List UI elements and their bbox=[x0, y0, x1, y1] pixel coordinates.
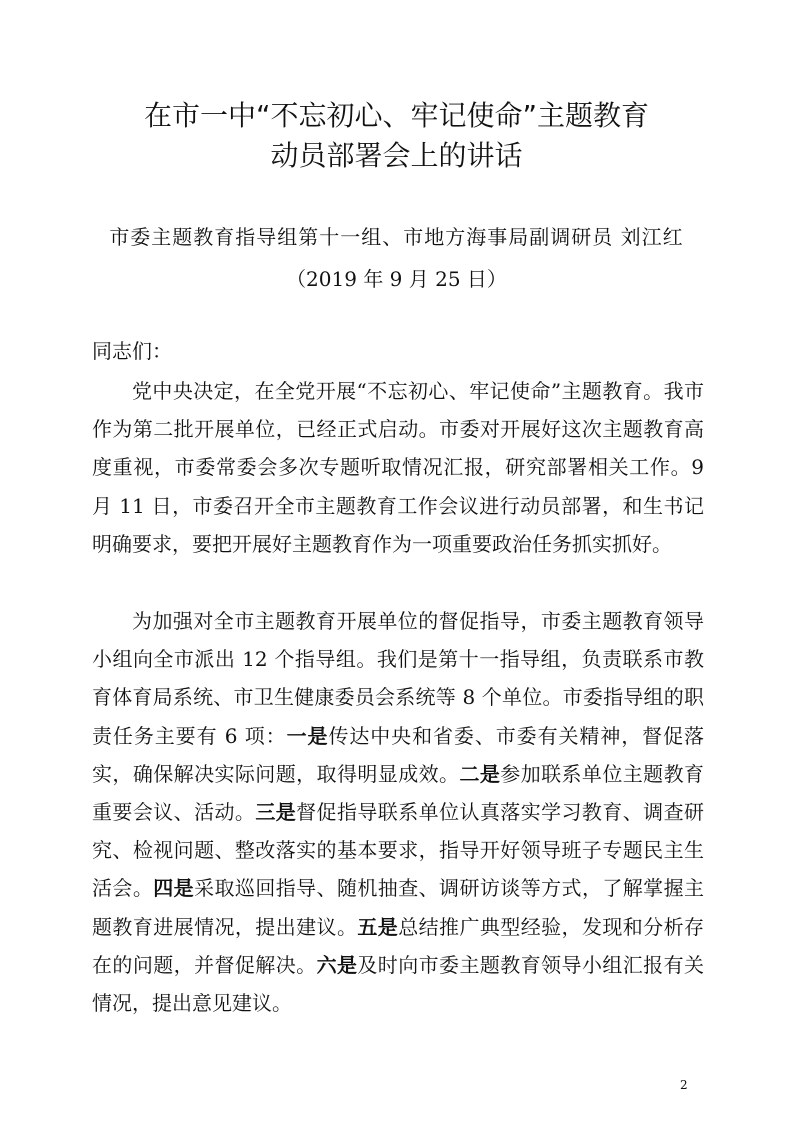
duty-1-text: 传达中央和省委、市委有关精神，督促落实，确保解决实际问题，取得明显成效。 bbox=[92, 723, 704, 786]
document-title-line1: 在市一中“不忘初心、牢记使命”主题教育 bbox=[143, 99, 649, 132]
speech-date: （2019 年 9 月 25 日） bbox=[286, 267, 507, 291]
duty-6-text: 及时向市委主题教育领导小组汇报有关情况，提出意见建议。 bbox=[92, 952, 705, 1016]
page-number: 2 bbox=[680, 1078, 688, 1092]
duty-6-label: 六是 bbox=[316, 952, 358, 977]
duty-3-text: 督促指导联系单位认真落实学习教育、调查研究、检视问题、整改落实的基本要求，指导开好领导班子专题民主生活会。 bbox=[92, 800, 705, 901]
body-paragraph-2 bbox=[92, 602, 704, 1022]
duty-4-text: 采取巡回指导、随机抽查、调研访谈等方式，了解掌握主题教育进展情况，提出建议。 bbox=[92, 876, 705, 939]
paragraph-2-intro: 为加强对全市主题教育开展单位的督促指导，市委主题教育领导小组向全市派出 12 个指导组。我们是第十一指导组，负责联系市教育体育局系统、市卫生健康委员会系统等 8 个单位。市委指导组的职责任务主要有 6 项： bbox=[92, 609, 704, 748]
duty-4-label: 四是 bbox=[153, 876, 195, 901]
duty-1-label: 一是 bbox=[286, 723, 329, 748]
duty-5-label: 五是 bbox=[357, 914, 399, 939]
duty-5-text: 总结推广典型经验，发现和分析存在的问题，并督促解决。 bbox=[92, 914, 705, 977]
duty-3-label: 三是 bbox=[255, 800, 297, 825]
speaker-attribution: 市委主题教育指导组第十一组、市地方海事局副调研员 刘江红 bbox=[109, 225, 684, 249]
document-title-line2: 动员部署会上的讲话 bbox=[270, 139, 523, 172]
body-paragraph-1: 党中央决定，在全党开展“不忘初心、牢记使命”主题教育。我市作为第二批开展单位，已经正式启动。市委对开展好这次主题教育高度重视，市委常委会多次专题听取情况汇报，研究部署相关工作。9 月 11 日，市委召开全市主题教育工作会议进行动员部署，和生书记明确要求，要把开展好主题教育作为一项重要政治任务抓实抓好。 bbox=[92, 379, 704, 556]
salutation: 同志们： bbox=[92, 339, 172, 363]
duty-2-label: 二是 bbox=[459, 761, 501, 786]
duty-2-text: 参加联系单位主题教育重要会议、活动。 bbox=[92, 761, 705, 825]
